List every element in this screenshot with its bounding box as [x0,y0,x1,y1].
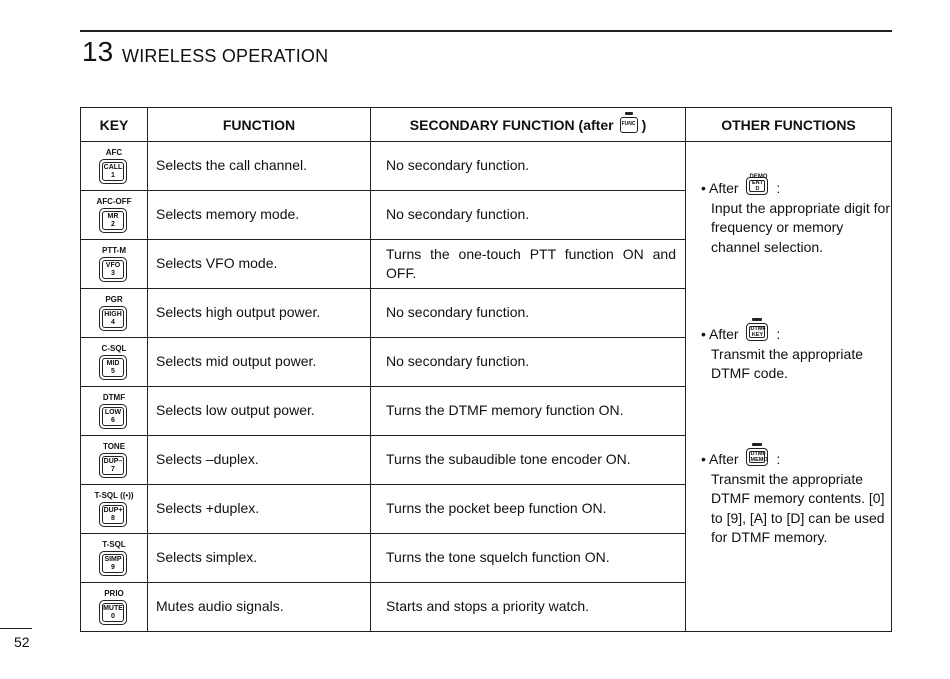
keypad-key-name: MUTE [103,604,123,612]
key-cell [81,191,147,240]
keypad-key-name: MR [107,212,119,220]
keypad-key-digit: 4 [111,318,115,326]
header-secondary-function [371,108,685,142]
keypad-key-digit: 3 [111,269,115,277]
function-text: Mutes audio signals. [156,598,284,614]
secondary-function-text: Turns the pocket beep function ON. [386,500,607,516]
ent-key-text: ENT [751,180,763,187]
key-cell [81,338,147,387]
other-item-text: Transmit the appropriate DTMF memory contents. [0] to [9], [A] to [D] can be used for DTMF memory. [711,470,885,545]
dtmf-memo-bar [752,443,762,446]
other-item-colon: : [776,180,781,196]
keypad-key [99,453,127,478]
keypad-key-name: DUP– [103,457,123,465]
other-item-text: Transmit the appropriate DTMF code. [711,345,863,381]
keypad-key-face [102,358,124,377]
keypad-key-name: VFO [105,261,121,269]
dtmf-memo-text: DTMF [750,451,766,458]
key-cell [81,240,147,289]
col-divider [685,108,686,631]
keypad-key [99,551,127,576]
key-secondary-label: PTT-M [102,246,126,255]
top-rule [80,30,892,32]
other-item-prefix: • After [701,180,739,196]
key-function-table [80,107,892,632]
table-row [81,387,685,436]
other-item-dtmf-key [701,325,891,384]
keypad-key [99,404,127,429]
function-text: Selects simplex. [156,549,258,565]
key-cell [81,387,147,436]
func-key-label: FUNC [621,121,636,127]
keypad-key [99,502,127,527]
chapter-number: 13 [82,36,114,67]
table-row [81,191,685,240]
func-key-bar [625,112,633,115]
keypad-key-digit: 8 [111,514,115,522]
keypad-key [99,159,127,184]
dtmf-key-face [749,326,765,338]
other-item-colon: : [776,451,781,467]
dtmf-key-text: DTMF [750,326,766,333]
secondary-function-text: Turns the tone squelch function ON. [386,549,610,565]
keypad-key-name: HIGH [104,310,122,318]
key-secondary-label: AFC [105,148,123,157]
dtmf-key-sub: KEY [751,332,764,339]
function-text: Selects high output power. [156,304,321,320]
other-item-dtmf-memo [701,450,891,548]
keypad-key-name: CALL [103,163,123,171]
ent-key-icon [746,174,768,195]
header-secondary-prefix: SECONDARY FUNCTION (after [409,117,614,133]
table-row [81,338,685,387]
keypad-key-face [102,554,124,573]
keypad-key [99,600,127,625]
secondary-function-text: Starts and stops a priority watch. [386,598,590,614]
function-text: Selects +duplex. [156,500,260,516]
keypad-key-name: LOW [104,408,122,416]
header-secondary-suffix: ) [641,117,647,133]
key-secondary-label: AFC-OFF [96,197,132,206]
function-text: Selects VFO mode. [156,255,278,271]
chapter-title: WIRELESS OPERATION [122,46,329,66]
table-row [81,436,685,485]
key-secondary-label: C-SQL [101,344,127,353]
keypad-key-face [102,260,124,279]
keypad-key [99,257,127,282]
table-row [81,485,685,534]
dtmf-key-bar [752,318,762,321]
keypad-key-digit: 6 [111,416,115,424]
demo-label: DEMO [749,174,768,181]
function-text: Selects low output power. [156,402,315,418]
key-cell [81,583,147,632]
table-row [81,240,685,289]
keypad-key-digit: 9 [111,563,115,571]
function-text: Selects memory mode. [156,206,300,222]
keypad-key-digit: 7 [111,465,115,473]
keypad-key [99,355,127,380]
keypad-key-face [102,407,124,426]
secondary-function-text: No secondary function. [386,353,530,369]
keypad-key-digit: 1 [111,171,115,179]
dtmf-key-icon [746,323,768,341]
table-row [81,583,685,632]
keypad-key-face [102,162,124,181]
keypad-key-name: MID [106,359,120,367]
key-secondary-label: TONE [102,442,126,451]
key-cell [81,485,147,534]
dtmf-memo-sub: MEMO [750,457,768,464]
secondary-function-text: No secondary function. [386,157,530,173]
function-text: Selects the call channel. [156,157,307,173]
secondary-function-text: Turns the one-touch PTT function ON and OFF. [386,246,676,281]
key-cell [81,436,147,485]
keypad-key-face [102,505,124,524]
keypad-key-face [102,309,124,328]
key-secondary-label: PRIO [104,589,124,598]
secondary-function-text: Turns the DTMF memory function ON. [386,402,624,418]
secondary-function-text: No secondary function. [386,304,530,320]
keypad-key [99,306,127,331]
page-rule [0,628,32,629]
other-item-enter [701,174,891,257]
keypad-key-face [102,603,124,622]
header-function: FUNCTION [222,117,296,133]
table-row [81,142,685,191]
dtmf-memo-icon [746,448,768,466]
keypad-key-digit: 5 [111,367,115,375]
secondary-function-text: Turns the subaudible tone encoder ON. [386,451,631,467]
key-secondary-label: DTMF [102,393,126,402]
function-text: Selects –duplex. [156,451,259,467]
other-item-text: Input the appropriate digit for frequency or memory channel selection. [711,199,891,255]
keypad-key-digit: 2 [111,220,115,228]
page-number: 52 [14,634,30,650]
ent-key-face [749,180,765,192]
ent-key-sub: D [755,186,760,193]
key-cell [81,534,147,583]
secondary-function-text: No secondary function. [386,206,530,222]
keypad-key-face [102,456,124,475]
func-key-icon [620,117,638,133]
table-row [81,289,685,338]
keypad-key-name: DUP+ [103,506,123,514]
key-secondary-label: T-SQL ((•)) [94,491,134,500]
keypad-key-face [102,211,124,230]
key-cell [81,142,147,191]
table-row [81,534,685,583]
function-text: Selects mid output power. [156,353,317,369]
header-other-functions: OTHER FUNCTIONS [721,117,856,133]
dtmf-memo-face [749,451,768,464]
other-item-prefix: • After [701,326,739,342]
other-item-colon: : [776,326,781,342]
other-item-prefix: • After [701,451,739,467]
key-secondary-label: T-SQL [102,540,126,549]
keypad-key-name: SIMP [104,555,122,563]
key-secondary-label: PGR [105,295,123,304]
keypad-key-digit: 0 [111,612,115,620]
keypad-key [99,208,127,233]
key-cell [81,289,147,338]
header-key: KEY [99,117,129,133]
